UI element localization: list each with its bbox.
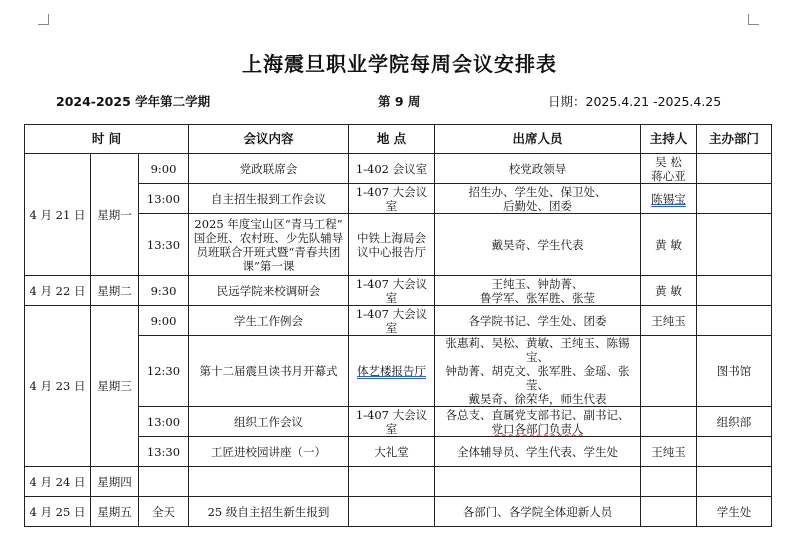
time-cell: [139, 467, 189, 497]
time-cell: 9:00: [139, 154, 189, 184]
content-cell: 党政联席会: [189, 154, 349, 184]
crop-mark-right: [748, 14, 759, 25]
content-cell: 2025 年度宝山区“青马工程” 国企班、农村班、少先队辅导 员班联合开班式暨“青春共团 课”第一课: [189, 214, 349, 276]
place-cell: 体艺楼报告厅: [349, 336, 435, 407]
date-cell: 4 月 21 日: [25, 154, 91, 276]
attendees-cell: 各部门、各学院全体迎新人员: [435, 497, 641, 527]
page-title: 上海震旦职业学院每周会议安排表: [242, 52, 557, 76]
attendees-cell: 各学院书记、学生处、团委: [435, 306, 641, 336]
place-cell: [349, 467, 435, 497]
host-cell: 黄 敏: [641, 214, 697, 276]
attendees-cell: 招生办、学生处、保卫处、 后勤处、团委: [435, 184, 641, 214]
attendees-cell: 校党政领导: [435, 154, 641, 184]
time-cell: 12:30: [139, 336, 189, 407]
table-row: [25, 306, 772, 336]
header-content: 会议内容: [189, 125, 349, 154]
host-cell: [641, 336, 697, 407]
attendees-cell: [435, 467, 641, 497]
place-cell: 1-407 大会议室: [349, 306, 435, 336]
date-cell: 4 月 24 日: [25, 467, 91, 497]
place-cell: 1-407 大会议室: [349, 184, 435, 214]
attendees-cell: 戴昊奇、学生代表: [435, 214, 641, 276]
content-cell: 组织工作会议: [189, 407, 349, 437]
table-row: [25, 497, 772, 527]
host-cell: 吴 松 蒋心亚: [641, 154, 697, 184]
date-cell: 4 月 22 日: [25, 276, 91, 306]
content-cell: [189, 467, 349, 497]
week-label: 第 9 周: [378, 94, 421, 109]
dept-cell: 学生处: [697, 497, 772, 527]
date-cell: 4 月 23 日: [25, 306, 91, 467]
date-range-label: 日期：2025.4.21 -2025.4.25: [548, 94, 722, 109]
weekday-cell: 星期五: [91, 497, 139, 527]
host-cell: 王纯玉: [641, 306, 697, 336]
dept-cell: [697, 467, 772, 497]
content-cell: 自主招生报到工作会议: [189, 184, 349, 214]
weekday-cell: 星期四: [91, 467, 139, 497]
place-cell: 1-407 大会议室: [349, 407, 435, 437]
table-row: [25, 467, 772, 497]
place-cell: 1-407 大会议室: [349, 276, 435, 306]
attendees-cell: 全体辅导员、学生代表、学生处: [435, 437, 641, 467]
dept-cell: [697, 437, 772, 467]
content-cell: 工匠进校园讲座（一）: [189, 437, 349, 467]
time-cell: 13:30: [139, 214, 189, 276]
crop-mark-left: [38, 14, 49, 25]
attendees-cell: 张惠莉、吴松、黄敏、王纯玉、陈锡宝、 钟劼菁、胡克文、张军胜、金瑶、张莹、 戴昊奇、徐荣华，师生代表: [435, 336, 641, 407]
host-cell: 黄 敏: [641, 276, 697, 306]
header-dept: 主办部门: [697, 125, 772, 154]
content-cell: 学生工作例会: [189, 306, 349, 336]
host-cell: [641, 467, 697, 497]
table-row: [25, 154, 772, 184]
dept-cell: 图书馆: [697, 336, 772, 407]
place-cell: 中铁上海局会 议中心报告厅: [349, 214, 435, 276]
dept-cell: 组织部: [697, 407, 772, 437]
attendees-cell: 王纯玉、钟劼菁、 鲁学军、张军胜、张莹: [435, 276, 641, 306]
dept-cell: [697, 184, 772, 214]
header-host: 主持人: [641, 125, 697, 154]
meeting-schedule-table: [24, 124, 772, 527]
host-cell: 陈锡宝: [641, 184, 697, 214]
dept-cell: [697, 154, 772, 184]
content-cell: 第十二届震旦读书月开幕式: [189, 336, 349, 407]
content-cell: 25 级自主招生新生报到: [189, 497, 349, 527]
dept-cell: [697, 214, 772, 276]
time-cell: 9:00: [139, 306, 189, 336]
place-cell: 大礼堂: [349, 437, 435, 467]
place-cell: [349, 497, 435, 527]
time-cell: 13:00: [139, 184, 189, 214]
weekday-cell: 星期三: [91, 306, 139, 467]
dept-cell: [697, 306, 772, 336]
time-cell: 13:00: [139, 407, 189, 437]
header-time: 时 间: [25, 125, 189, 154]
place-cell: 1-402 会议室: [349, 154, 435, 184]
date-cell: 4 月 25 日: [25, 497, 91, 527]
header-attendees: 出席人员: [435, 125, 641, 154]
table-row: [25, 276, 772, 306]
content-cell: 民远学院来校调研会: [189, 276, 349, 306]
host-cell: [641, 497, 697, 527]
host-cell: 王纯玉: [641, 437, 697, 467]
term-label: 2024-2025 学年第二学期: [56, 94, 211, 109]
weekday-cell: 星期二: [91, 276, 139, 306]
time-cell: 13:30: [139, 437, 189, 467]
dept-cell: [697, 276, 772, 306]
time-cell: 全天: [139, 497, 189, 527]
header-row: [25, 125, 772, 154]
host-cell: [641, 407, 697, 437]
time-cell: 9:30: [139, 276, 189, 306]
weekday-cell: 星期一: [91, 154, 139, 276]
header-place: 地 点: [349, 125, 435, 154]
attendees-cell: 各总支、直属党支部书记、副书记、 党口各部门负责人: [435, 407, 641, 437]
